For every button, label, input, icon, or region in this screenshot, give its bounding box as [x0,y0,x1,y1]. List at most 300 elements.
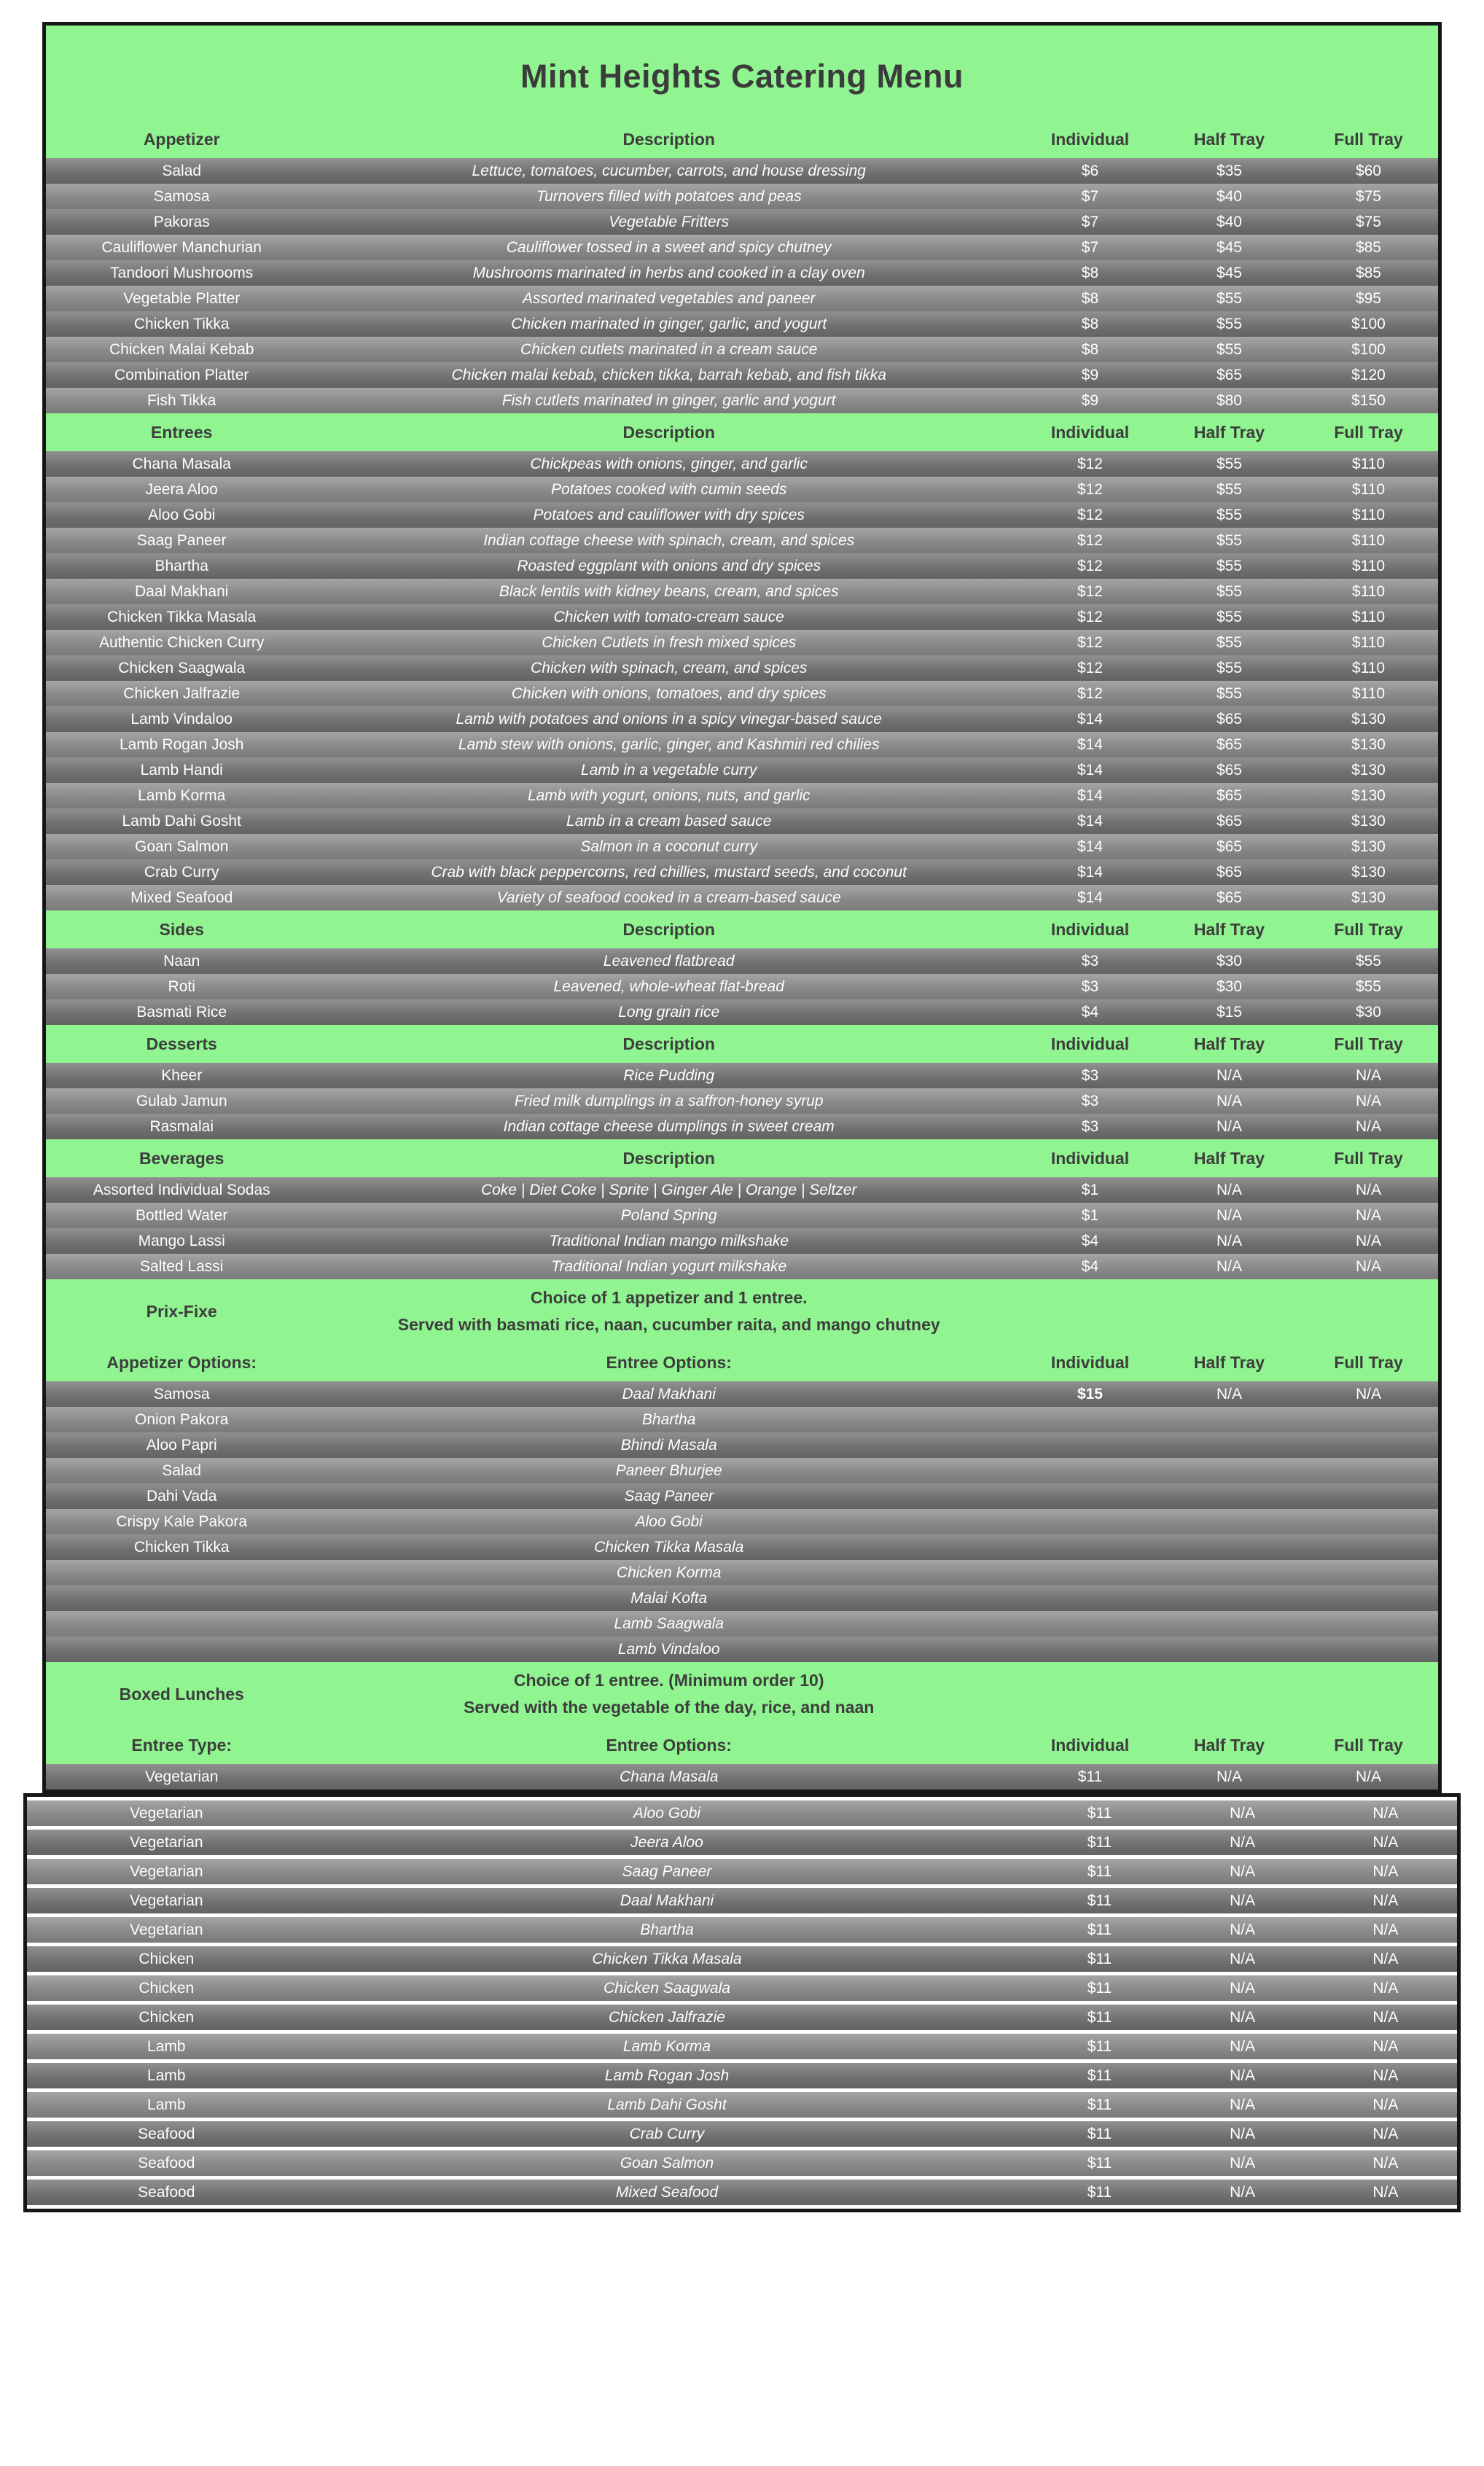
price-half-tray-cell: N/A [1230,1804,1256,1822]
column-header-individual: Individual [1050,422,1130,442]
column-header-full-tray: Full Tray [1334,422,1403,442]
item-description-cell: Mixed Seafood [615,2183,719,2201]
price-half-tray-cell: $35 [1216,162,1242,179]
price-half-tray-cell: N/A [1230,1833,1256,1851]
column-header-full-tray: Full Tray [1334,1352,1403,1372]
menu-row [46,885,1438,910]
price-full-tray-cell: N/A [1372,2037,1399,2055]
price-full-tray-cell: $150 [1351,391,1386,409]
price-full-tray-cell: N/A [1355,1117,1381,1135]
price-half-tray-cell: $55 [1216,582,1242,600]
col2-header: Entree Options: [606,1735,732,1755]
item-description-cell: Chana Masala [620,1768,719,1785]
price-half-tray-cell: N/A [1216,1206,1242,1224]
menu-row [46,757,1438,783]
item-name-cell: Bhartha [155,557,208,574]
section-note-line: Served with the vegetable of the day, rice, and naan [464,1698,875,1717]
price-half-tray-cell: $65 [1216,863,1242,881]
price-half-tray-cell: $55 [1216,684,1242,702]
price-half-tray-cell: $45 [1216,238,1242,256]
item-description-cell: Daal Makhani [620,1892,714,1909]
menu-row [27,1888,1457,1913]
price-full-tray-cell: N/A [1372,1862,1399,1880]
menu-row [46,502,1438,528]
menu-row [27,2092,1457,2118]
menu-row [46,1483,1438,1509]
price-half-tray-cell: N/A [1216,1092,1242,1109]
section-header-row-beverages [46,1139,1438,1177]
menu-row [27,1946,1457,1972]
item-description-cell: Rice Pudding [623,1066,715,1084]
item-name-cell: Basmati Rice [136,1003,227,1021]
price-half-tray-cell: N/A [1230,1921,1256,1938]
price-individual-cell: $12 [1077,531,1103,549]
price-full-tray-cell: $110 [1351,684,1386,702]
item-name-cell: Samosa [153,187,210,205]
price-half-tray-cell: N/A [1230,2154,1256,2172]
menu-row [46,184,1438,209]
price-individual-cell: $8 [1081,340,1099,358]
price-half-tray-cell: $65 [1216,889,1242,906]
price-full-tray-cell: $85 [1355,264,1381,281]
item-description-cell: Chicken Cutlets in fresh mixed spices [542,633,797,651]
price-individual-cell: $3 [1081,1066,1099,1084]
menu-row [27,1800,1457,1826]
menu-sections [46,120,1438,1790]
price-half-tray-cell: $55 [1216,455,1242,472]
item-description-cell: Chicken cutlets marinated in a cream sauce [520,340,818,358]
item-name-cell: Goan Salmon [135,838,229,855]
price-individual-cell: $12 [1077,557,1103,574]
menu-row [46,834,1438,859]
price-individual-cell: $14 [1077,838,1103,855]
section-banner-boxed-lunches [46,1662,1438,1726]
menu-row [46,999,1438,1025]
price-half-tray-cell: $55 [1216,557,1242,574]
item-name-cell: Seafood [138,2125,195,2142]
section-header-row-desserts [46,1025,1438,1063]
section-banner-prix-fixe [46,1279,1438,1343]
item-name-cell: Samosa [153,1385,210,1402]
description-column-header: Description [622,129,715,149]
column-header-half-tray: Half Tray [1193,1034,1265,1053]
price-individual-cell: $14 [1077,761,1103,779]
item-name-cell: Chana Masala [132,455,231,472]
menu-row [46,1063,1438,1088]
item-name-cell: Vegetarian [130,1862,203,1880]
item-description-cell: Traditional Indian yogurt milkshake [551,1257,787,1275]
price-individual-cell: $11 [1077,1768,1103,1785]
price-half-tray-cell: $55 [1216,289,1242,307]
menu-row [46,362,1438,388]
price-individual-cell: $12 [1077,582,1103,600]
price-full-tray-cell: N/A [1372,2183,1399,2201]
description-column-header: Description [622,422,715,442]
menu-row [46,1228,1438,1254]
price-full-tray-cell: N/A [1355,1206,1381,1224]
item-name-cell: Salad [162,162,202,179]
price-individual-cell: $11 [1087,1921,1112,1938]
item-description-cell: Daal Makhani [622,1385,716,1402]
price-full-tray-cell: N/A [1372,1979,1399,1997]
menu-row [46,477,1438,502]
col1-header: Entree Type: [131,1735,233,1755]
price-full-tray-cell: N/A [1372,2096,1399,2113]
price-half-tray-cell: $65 [1216,787,1242,804]
menu-row [46,209,1438,235]
column-header-half-tray: Half Tray [1193,129,1265,149]
item-name-cell: Assorted Individual Sodas [93,1181,270,1198]
item-name-cell: Chicken [138,1950,195,1967]
item-name-cell: Authentic Chicken Curry [99,633,265,651]
price-half-tray-cell: $55 [1216,480,1242,498]
menu-row [46,1254,1438,1279]
price-half-tray-cell: $30 [1216,978,1242,995]
price-full-tray-cell: $110 [1351,480,1386,498]
menu-row [46,1177,1438,1203]
price-full-tray-cell: N/A [1372,1804,1399,1822]
item-description-cell: Traditional Indian mango milkshake [549,1232,789,1249]
price-individual-cell: $12 [1077,506,1103,523]
menu-row [46,1560,1438,1585]
menu-row [46,1381,1438,1407]
item-description-cell: Cauliflower tossed in a sweet and spicy chutney [506,238,832,256]
item-name-cell: Chicken Tikka Masala [107,608,257,625]
price-half-tray-cell: $45 [1216,264,1242,281]
price-full-tray-cell: $110 [1351,531,1386,549]
price-individual-cell: $14 [1077,889,1103,906]
price-full-tray-cell: $110 [1351,608,1386,625]
price-individual-cell: $11 [1087,1979,1112,1997]
item-name-cell: Lamb Vindaloo [130,710,233,727]
price-half-tray-cell: N/A [1230,2037,1256,2055]
price-individual-cell: $8 [1081,315,1099,332]
item-description-cell: Chickpeas with onions, ginger, and garlic [530,455,808,472]
price-half-tray-cell: $55 [1216,608,1242,625]
price-half-tray-cell: N/A [1216,1117,1242,1135]
item-name-cell: Crab Curry [144,863,219,881]
item-name-cell: Seafood [138,2154,195,2172]
item-name-cell: Vegetarian [130,1921,203,1938]
price-individual-cell: $11 [1087,1892,1112,1909]
price-individual-cell: $9 [1081,391,1099,409]
menu-row [27,2005,1457,2030]
item-description-cell: Bhindi Masala [620,1436,717,1454]
price-individual-cell: $3 [1081,1117,1099,1135]
menu-row [46,235,1438,260]
item-description-cell: Lamb Korma [622,2037,711,2055]
col2-header: Entree Options: [606,1352,732,1372]
menu-row [27,1975,1457,2001]
price-half-tray-cell: $15 [1216,1003,1242,1021]
column-header-individual: Individual [1050,919,1130,939]
menu-row [46,706,1438,732]
column-header-full-tray: Full Tray [1334,129,1403,149]
menu-row [46,553,1438,579]
price-full-tray-cell: N/A [1355,1232,1381,1249]
price-full-tray-cell: $60 [1355,162,1381,179]
price-full-tray-cell: $55 [1355,952,1381,969]
menu-row [27,2063,1457,2088]
price-individual-cell: $12 [1077,455,1103,472]
item-description-cell: Lamb stew with onions, garlic, ginger, and Kashmiri red chilies [458,735,880,753]
column-header-individual: Individual [1050,1148,1130,1168]
price-full-tray-cell: $130 [1351,710,1386,727]
column-header-half-tray: Half Tray [1193,919,1265,939]
item-description-cell: Chicken malai kebab, chicken tikka, barrah kebab, and fish tikka [451,366,886,383]
price-individual-cell: $9 [1081,366,1099,383]
price-individual-cell: $12 [1077,684,1103,702]
item-description-cell: Saag Paneer [622,1862,712,1880]
price-half-tray-cell: $55 [1216,531,1242,549]
item-name-cell: Onion Pakora [135,1410,229,1428]
item-description-cell: Crab Curry [629,2125,705,2142]
menu-row [46,681,1438,706]
item-description-cell: Lamb Saagwala [614,1615,725,1632]
price-individual-cell: $11 [1087,2067,1112,2084]
price-individual-cell: $14 [1077,710,1103,727]
item-description-cell: Poland Spring [620,1206,717,1224]
menu-row [46,1534,1438,1560]
menu-row [27,2180,1457,2205]
price-full-tray-cell: $120 [1351,366,1386,383]
item-description-cell: Salmon in a coconut curry [580,838,758,855]
item-description-cell: Chicken with tomato-cream sauce [553,608,784,625]
price-half-tray-cell: N/A [1216,1257,1242,1275]
price-full-tray-cell: N/A [1372,1892,1399,1909]
menu-row [46,1458,1438,1483]
column-header-individual: Individual [1050,129,1130,149]
price-full-tray-cell: $130 [1351,889,1386,906]
item-name-cell: Crispy Kale Pakora [116,1513,248,1530]
menu-row [46,604,1438,630]
item-name-cell: Jeera Aloo [145,480,218,498]
menu-row [46,451,1438,477]
price-individual-cell: $12 [1077,659,1103,676]
item-name-cell: Chicken [138,2008,195,2026]
price-individual-cell: $4 [1081,1232,1099,1249]
item-name-cell: Chicken Malai Kebab [109,340,254,358]
price-half-tray-cell: N/A [1216,1066,1242,1084]
section-notes [317,1667,1020,1721]
price-individual-cell: $6 [1081,162,1099,179]
menu-row [46,808,1438,834]
item-name-cell: Salted Lassi [140,1257,224,1275]
price-half-tray-cell: $65 [1216,735,1242,753]
menu-row [46,655,1438,681]
menu-row [46,311,1438,337]
item-description-cell: Potatoes and cauliflower with dry spices [533,506,805,523]
menu-row [46,783,1438,808]
menu-overflow-box [23,1793,1461,2212]
item-name-cell: Tandoori Mushrooms [110,264,254,281]
menu-row [46,1088,1438,1114]
menu-row [46,1636,1438,1662]
menu-row [46,1432,1438,1458]
price-half-tray-cell: $80 [1216,391,1242,409]
item-description-cell: Lettuce, tomatoes, cucumber, carrots, and house dressing [472,162,866,179]
item-description-cell: Lamb Rogan Josh [604,2067,730,2084]
item-description-cell: Bhartha [641,1410,696,1428]
item-name-cell: Vegetarian [130,1804,203,1822]
price-full-tray-cell: $130 [1351,761,1386,779]
price-individual-cell: $11 [1087,2183,1112,2201]
column-header-half-tray: Half Tray [1193,422,1265,442]
item-name-cell: Vegetarian [130,1892,203,1909]
item-name-cell: Naan [163,952,200,969]
price-half-tray-cell: N/A [1216,1181,1242,1198]
section-note-line: Choice of 1 appetizer and 1 entree. [530,1288,808,1308]
item-name-cell: Vegetarian [130,1833,203,1851]
menu-row [46,388,1438,413]
menu-row [46,1585,1438,1611]
price-individual-cell: $15 [1077,1385,1103,1402]
price-full-tray-cell: $110 [1351,455,1386,472]
section-name-header: Sides [159,919,204,939]
column-header-full-tray: Full Tray [1334,1148,1403,1168]
item-description-cell: Lamb with yogurt, onions, nuts, and garlic [527,787,811,804]
options-header-row-prix-fixe [46,1343,1438,1381]
price-half-tray-cell: $55 [1216,340,1242,358]
price-full-tray-cell: $95 [1355,289,1381,307]
item-description-cell: Crab with black peppercorns, red chillies, mustard seeds, and coconut [431,863,907,881]
item-name-cell: Roti [168,978,195,995]
price-individual-cell: $11 [1087,2037,1112,2055]
item-description-cell: Potatoes cooked with cumin seeds [551,480,787,498]
price-full-tray-cell: N/A [1355,1385,1381,1402]
section-name-header: Appetizer [143,129,220,149]
menu-row [46,859,1438,885]
price-full-tray-cell: $100 [1351,340,1386,358]
item-description-cell: Lamb in a cream based sauce [566,812,772,830]
price-individual-cell: $14 [1077,787,1103,804]
menu-row [27,1917,1457,1943]
item-description-cell: Indian cottage cheese dumplings in sweet cream [503,1117,835,1135]
price-individual-cell: $12 [1077,608,1103,625]
item-description-cell: Chicken with spinach, cream, and spices [531,659,808,676]
item-name-cell: Chicken Tikka [133,1538,230,1556]
section-header-row-sides [46,910,1438,948]
column-header-individual: Individual [1050,1034,1130,1053]
price-individual-cell: $7 [1081,213,1099,230]
section-note-line: Served with basmati rice, naan, cucumber raita, and mango chutney [397,1315,940,1334]
item-description-cell: Lamb in a vegetable curry [580,761,757,779]
item-name-cell: Mixed Seafood [130,889,233,906]
item-description-cell: Aloo Gobi [635,1513,703,1530]
item-name-cell: Lamb [147,2037,186,2055]
item-description-cell: Saag Paneer [624,1487,714,1505]
menu-row [46,1407,1438,1432]
description-column-header: Description [622,1034,715,1053]
menu-row [46,630,1438,655]
section-header-row-appetizer [46,120,1438,158]
menu-row [46,158,1438,184]
item-name-cell: Daal Makhani [135,582,229,600]
price-half-tray-cell: $55 [1216,633,1242,651]
item-description-cell: Coke | Diet Coke | Sprite | Ginger Ale | Orange | Seltzer [480,1181,857,1198]
price-full-tray-cell: N/A [1355,1092,1381,1109]
price-individual-cell: $1 [1081,1206,1099,1224]
item-name-cell: Chicken Saagwala [118,659,246,676]
price-full-tray-cell: $130 [1351,863,1386,881]
price-full-tray-cell: N/A [1355,1066,1381,1084]
price-full-tray-cell: $55 [1355,978,1381,995]
item-description-cell: Indian cottage cheese with spinach, cream, and spices [483,531,855,549]
price-half-tray-cell: $40 [1216,213,1242,230]
menu-row [27,1830,1457,1855]
price-individual-cell: $11 [1087,2125,1112,2142]
item-name-cell: Bottled Water [135,1206,228,1224]
price-full-tray-cell: N/A [1355,1257,1381,1275]
column-header-half-tray: Half Tray [1193,1352,1265,1372]
column-header-half-tray: Half Tray [1193,1148,1265,1168]
section-title: Prix-Fixe [146,1301,217,1321]
item-description-cell: Chicken marinated in ginger, garlic, and yogurt [511,315,827,332]
price-individual-cell: $3 [1081,1092,1099,1109]
price-half-tray-cell: $65 [1216,710,1242,727]
price-full-tray-cell: $85 [1355,238,1381,256]
section-name-header: Desserts [146,1034,217,1053]
item-description-cell: Roasted eggplant with onions and dry spices [517,557,821,574]
price-individual-cell: $4 [1081,1257,1099,1275]
column-header-half-tray: Half Tray [1193,1735,1265,1755]
item-description-cell: Paneer Bhurjee [615,1462,722,1479]
item-name-cell: Lamb [147,2096,186,2113]
item-description-cell: Chicken Saagwala [604,1979,730,1997]
item-description-cell: Variety of seafood cooked in a cream-based sauce [496,889,841,906]
item-description-cell: Bhartha [640,1921,694,1938]
price-individual-cell: $7 [1081,238,1099,256]
price-individual-cell: $1 [1081,1181,1099,1198]
price-half-tray-cell: N/A [1230,2096,1256,2113]
menu-row [27,2150,1457,2176]
menu-row [46,1764,1438,1790]
price-half-tray-cell: N/A [1216,1768,1242,1785]
item-description-cell: Chicken with onions, tomatoes, and dry spices [511,684,827,702]
description-column-header: Description [622,919,715,939]
column-header-individual: Individual [1050,1352,1130,1372]
price-full-tray-cell: $75 [1355,213,1381,230]
item-name-cell: Rasmalai [149,1117,214,1135]
price-half-tray-cell: N/A [1230,2125,1256,2142]
item-description-cell: Goan Salmon [620,2154,714,2172]
price-individual-cell: $4 [1081,1003,1099,1021]
menu-box [42,22,1442,1793]
item-description-cell: Long grain rice [618,1003,720,1021]
item-description-cell: Lamb with potatoes and onions in a spicy vinegar-based sauce [456,710,882,727]
price-full-tray-cell: N/A [1372,2008,1399,2026]
menu-row [46,286,1438,311]
section-name-header: Beverages [139,1148,224,1168]
item-name-cell: Fish Tikka [147,391,216,409]
item-name-cell: Combination Platter [114,366,249,383]
menu-row [46,579,1438,604]
menu-row [27,1859,1457,1884]
description-column-header: Description [622,1148,715,1168]
price-half-tray-cell: N/A [1230,2008,1256,2026]
menu-row [46,1203,1438,1228]
item-name-cell: Lamb Korma [138,787,226,804]
item-description-cell: Assorted marinated vegetables and paneer [522,289,816,307]
price-full-tray-cell: $130 [1351,838,1386,855]
price-individual-cell: $3 [1081,952,1099,969]
price-half-tray-cell: $55 [1216,506,1242,523]
price-half-tray-cell: $65 [1216,366,1242,383]
price-full-tray-cell: $130 [1351,787,1386,804]
price-half-tray-cell: N/A [1230,1862,1256,1880]
column-header-individual: Individual [1050,1735,1130,1755]
item-name-cell: Lamb Handi [140,761,223,779]
